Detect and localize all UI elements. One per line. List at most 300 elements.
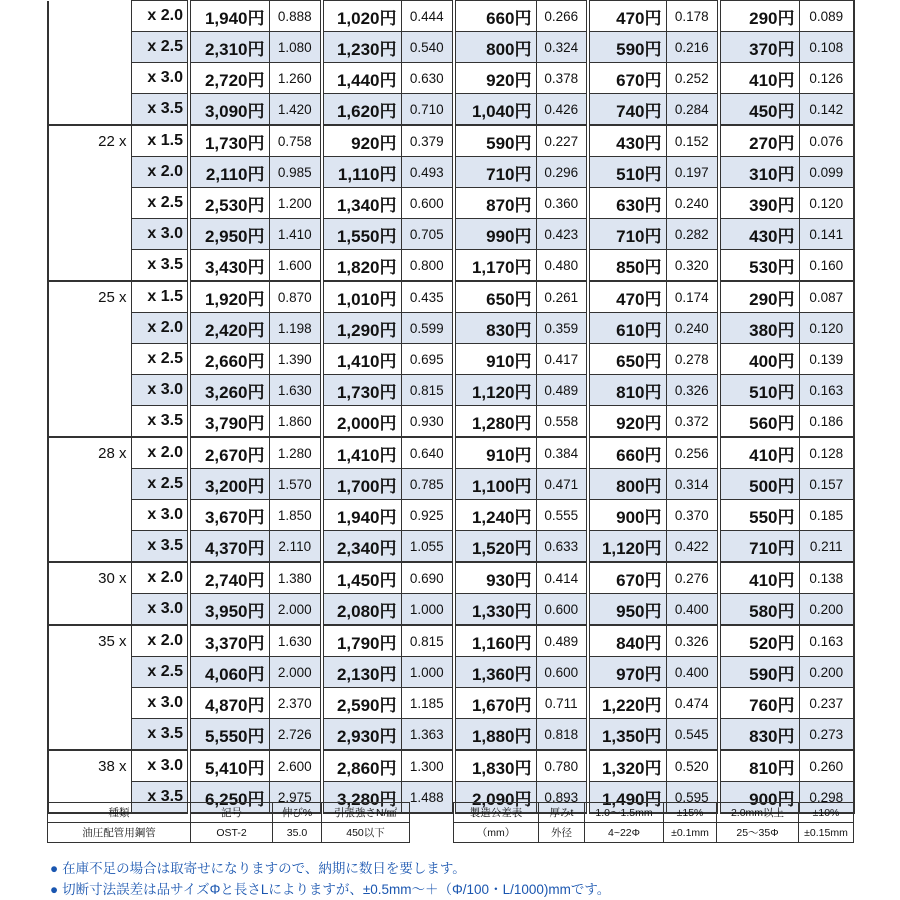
outer-diameter-cell: 38 x [48, 750, 131, 782]
price-row [48, 625, 854, 657]
weight-cell: 2.110 [269, 531, 322, 563]
weight-cell: 1.055 [401, 531, 454, 563]
weight-cell: 0.200 [799, 594, 854, 626]
tolerance-od-label: 外径 [539, 823, 585, 843]
tolerance-od-range-2: 25〜35Φ [717, 823, 799, 843]
weight-cell: 0.273 [799, 719, 854, 751]
price-cell: 290円 [719, 1, 799, 32]
price-cell: 3,260円 [189, 375, 269, 406]
thickness-cell: x 2.5 [131, 188, 189, 219]
price-cell: 470円 [588, 281, 666, 313]
price-row [48, 188, 854, 219]
weight-cell: 1.000 [401, 657, 454, 688]
outer-diameter-cell [48, 63, 131, 94]
outer-diameter-cell [48, 719, 131, 751]
thickness-cell: x 2.5 [131, 344, 189, 375]
weight-cell: 1.850 [269, 500, 322, 531]
weight-cell: 0.211 [799, 531, 854, 563]
weight-cell: 0.099 [799, 157, 854, 188]
price-cell: 500円 [719, 469, 799, 500]
price-cell: 3,430円 [189, 250, 269, 282]
price-row [48, 500, 854, 531]
thickness-cell: x 3.5 [131, 406, 189, 438]
weight-cell: 0.138 [799, 562, 854, 594]
price-cell: 1,940円 [189, 1, 269, 32]
weight-cell: 0.520 [666, 750, 719, 782]
weight-cell: 0.126 [799, 63, 854, 94]
note-item [50, 858, 610, 879]
outer-diameter-cell [48, 657, 131, 688]
weight-cell: 0.785 [401, 469, 454, 500]
weight-cell: 0.314 [666, 469, 719, 500]
weight-cell: 1.198 [269, 313, 322, 344]
weight-cell: 0.600 [401, 188, 454, 219]
price-cell: 1,440円 [322, 63, 401, 94]
weight-cell: 0.595 [666, 782, 719, 814]
weight-cell: 0.120 [799, 313, 854, 344]
price-cell: 370円 [719, 32, 799, 63]
price-cell: 760円 [719, 688, 799, 719]
outer-diameter-cell: 35 x [48, 625, 131, 657]
price-cell: 290円 [719, 281, 799, 313]
price-row [48, 32, 854, 63]
price-cell: 1,520円 [454, 531, 536, 563]
price-cell: 4,060円 [189, 657, 269, 688]
price-cell: 2,670円 [189, 437, 269, 469]
price-cell: 2,530円 [189, 188, 269, 219]
price-row [48, 719, 854, 751]
price-cell: 910円 [454, 437, 536, 469]
price-cell: 2,310円 [189, 32, 269, 63]
price-cell: 1,730円 [189, 125, 269, 157]
price-row [48, 657, 854, 688]
price-cell: 1,220円 [588, 688, 666, 719]
price-cell: 1,230円 [322, 32, 401, 63]
outer-diameter-cell [48, 375, 131, 406]
price-cell: 510円 [719, 375, 799, 406]
price-cell: 270円 [719, 125, 799, 157]
tolerance-thickness-value-2: ±10% [799, 803, 854, 823]
price-cell: 710円 [454, 157, 536, 188]
price-cell: 2,590円 [322, 688, 401, 719]
weight-cell: 1.630 [269, 375, 322, 406]
price-cell: 900円 [719, 782, 799, 814]
price-cell: 1,790円 [322, 625, 401, 657]
price-cell: 1,120円 [454, 375, 536, 406]
weight-cell: 0.489 [536, 625, 588, 657]
weight-cell: 0.142 [799, 94, 854, 126]
price-cell: 920円 [454, 63, 536, 94]
weight-cell: 1.080 [269, 32, 322, 63]
thickness-cell: x 2.0 [131, 562, 189, 594]
price-cell: 3,280円 [322, 782, 401, 814]
weight-cell: 0.815 [401, 375, 454, 406]
weight-cell: 0.540 [401, 32, 454, 63]
price-cell: 920円 [322, 125, 401, 157]
outer-diameter-cell [48, 531, 131, 563]
weight-cell: 0.930 [401, 406, 454, 438]
spec-header-type: 種類 [48, 803, 191, 823]
weight-cell: 0.711 [536, 688, 588, 719]
weight-cell: 0.278 [666, 344, 719, 375]
price-cell: 4,870円 [189, 688, 269, 719]
price-cell: 800円 [588, 469, 666, 500]
thickness-cell: x 3.0 [131, 594, 189, 626]
weight-cell: 1.185 [401, 688, 454, 719]
weight-cell: 0.888 [269, 1, 322, 32]
weight-cell: 0.266 [536, 1, 588, 32]
price-cell: 710円 [719, 531, 799, 563]
weight-cell: 0.185 [799, 500, 854, 531]
weight-cell: 0.480 [536, 250, 588, 282]
weight-cell: 0.108 [799, 32, 854, 63]
price-cell: 850円 [588, 250, 666, 282]
outer-diameter-cell [48, 219, 131, 250]
weight-cell: 0.600 [536, 657, 588, 688]
weight-cell: 1.410 [269, 219, 322, 250]
weight-cell: 0.378 [536, 63, 588, 94]
outer-diameter-cell: 28 x [48, 437, 131, 469]
price-cell: 670円 [588, 562, 666, 594]
price-cell: 2,660円 [189, 344, 269, 375]
price-cell: 2,340円 [322, 531, 401, 563]
price-cell: 660円 [454, 1, 536, 32]
price-cell: 1,730円 [322, 375, 401, 406]
thickness-cell: x 3.5 [131, 94, 189, 126]
weight-cell: 0.252 [666, 63, 719, 94]
price-row [48, 406, 854, 438]
outer-diameter-cell [48, 32, 131, 63]
weight-cell: 0.705 [401, 219, 454, 250]
weight-cell: 0.925 [401, 500, 454, 531]
price-cell: 2,860円 [322, 750, 401, 782]
price-cell: 3,370円 [189, 625, 269, 657]
weight-cell: 0.089 [799, 1, 854, 32]
weight-cell: 0.141 [799, 219, 854, 250]
price-cell: 1,020円 [322, 1, 401, 32]
weight-cell: 0.359 [536, 313, 588, 344]
tolerance-thickness-value-1: ±15% [664, 803, 717, 823]
price-cell: 610円 [588, 313, 666, 344]
price-cell: 520円 [719, 625, 799, 657]
outer-diameter-cell [48, 250, 131, 282]
weight-cell: 0.414 [536, 562, 588, 594]
outer-diameter-cell [48, 688, 131, 719]
price-cell: 390円 [719, 188, 799, 219]
price-row [48, 688, 854, 719]
weight-cell: 0.435 [401, 281, 454, 313]
price-cell: 650円 [454, 281, 536, 313]
weight-cell: 0.139 [799, 344, 854, 375]
tolerance-thickness-range-2: 2.0mm以上 [717, 803, 799, 823]
outer-diameter-cell: 22 x [48, 125, 131, 157]
price-cell: 1,700円 [322, 469, 401, 500]
weight-cell: 0.240 [666, 188, 719, 219]
thickness-cell: x 2.0 [131, 157, 189, 188]
price-cell: 4,370円 [189, 531, 269, 563]
weight-cell: 0.555 [536, 500, 588, 531]
price-cell: 3,090円 [189, 94, 269, 126]
weight-cell: 0.690 [401, 562, 454, 594]
tolerance-od-value-2: ±0.15mm [799, 823, 854, 843]
note-text: 在庫不足の場合は取寄せになりますので、納期に数日を要します。 [62, 861, 466, 876]
price-cell: 650円 [588, 344, 666, 375]
weight-cell: 0.178 [666, 1, 719, 32]
weight-cell: 0.444 [401, 1, 454, 32]
tolerance-table [453, 802, 854, 843]
weight-cell: 0.282 [666, 219, 719, 250]
price-cell: 410円 [719, 63, 799, 94]
price-table [47, 0, 855, 814]
thickness-cell: x 3.0 [131, 750, 189, 782]
price-cell: 1,830円 [454, 750, 536, 782]
price-cell: 1,820円 [322, 250, 401, 282]
price-cell: 5,410円 [189, 750, 269, 782]
tolerance-title: 製造公差表 [454, 803, 539, 823]
thickness-cell: x 2.5 [131, 657, 189, 688]
price-row [48, 437, 854, 469]
price-cell: 5,550円 [189, 719, 269, 751]
price-cell: 2,420円 [189, 313, 269, 344]
price-cell: 1,880円 [454, 719, 536, 751]
weight-cell: 2.000 [269, 657, 322, 688]
price-cell: 1,010円 [322, 281, 401, 313]
weight-cell: 1.420 [269, 94, 322, 126]
price-cell: 670円 [588, 63, 666, 94]
price-cell: 1,550円 [322, 219, 401, 250]
weight-cell: 0.174 [666, 281, 719, 313]
outer-diameter-cell [48, 313, 131, 344]
price-cell: 810円 [719, 750, 799, 782]
price-cell: 1,340円 [322, 188, 401, 219]
thickness-cell: x 3.5 [131, 719, 189, 751]
price-cell: 2,930円 [322, 719, 401, 751]
thickness-cell: x 3.0 [131, 688, 189, 719]
price-cell: 410円 [719, 437, 799, 469]
price-cell: 3,670円 [189, 500, 269, 531]
price-cell: 1,490円 [588, 782, 666, 814]
thickness-cell: x 3.5 [131, 531, 189, 563]
price-row [48, 1, 854, 32]
price-row [48, 281, 854, 313]
price-row [48, 469, 854, 500]
price-cell: 590円 [454, 125, 536, 157]
outer-diameter-cell [48, 188, 131, 219]
weight-cell: 0.326 [666, 375, 719, 406]
weight-cell: 0.474 [666, 688, 719, 719]
price-cell: 1,100円 [454, 469, 536, 500]
weight-cell: 1.600 [269, 250, 322, 282]
weight-cell: 1.200 [269, 188, 322, 219]
price-cell: 560円 [719, 406, 799, 438]
tolerance-unit: （mm） [454, 823, 539, 843]
weight-cell: 0.558 [536, 406, 588, 438]
price-row [48, 94, 854, 126]
price-cell: 630円 [588, 188, 666, 219]
price-cell: 1,410円 [322, 437, 401, 469]
price-cell: 1,670円 [454, 688, 536, 719]
thickness-cell: x 2.0 [131, 313, 189, 344]
thickness-cell: x 1.5 [131, 125, 189, 157]
price-cell: 1,320円 [588, 750, 666, 782]
price-cell: 930円 [454, 562, 536, 594]
price-cell: 900円 [588, 500, 666, 531]
spec-type-value: 油圧配管用鋼管 [48, 823, 191, 843]
weight-cell: 0.370 [666, 500, 719, 531]
price-cell: 2,720円 [189, 63, 269, 94]
weight-cell: 1.390 [269, 344, 322, 375]
weight-cell: 1.860 [269, 406, 322, 438]
weight-cell: 1.000 [401, 594, 454, 626]
weight-cell: 0.695 [401, 344, 454, 375]
weight-cell: 1.280 [269, 437, 322, 469]
price-row [48, 375, 854, 406]
spec-header-symbol: 記号 [191, 803, 273, 823]
weight-cell: 0.400 [666, 657, 719, 688]
bullet-icon: ● [50, 861, 59, 876]
weight-cell: 0.422 [666, 531, 719, 563]
weight-cell: 0.471 [536, 469, 588, 500]
weight-cell: 0.163 [799, 625, 854, 657]
price-cell: 470円 [588, 1, 666, 32]
weight-cell: 0.870 [269, 281, 322, 313]
price-cell: 710円 [588, 219, 666, 250]
weight-cell: 0.489 [536, 375, 588, 406]
weight-cell: 0.160 [799, 250, 854, 282]
weight-cell: 0.815 [401, 625, 454, 657]
price-row [48, 531, 854, 563]
price-row [48, 344, 854, 375]
price-cell: 1,330円 [454, 594, 536, 626]
weight-cell: 0.372 [666, 406, 719, 438]
weight-cell: 0.284 [666, 94, 719, 126]
weight-cell: 1.630 [269, 625, 322, 657]
price-row [48, 562, 854, 594]
weight-cell: 2.975 [269, 782, 322, 814]
price-cell: 870円 [454, 188, 536, 219]
price-row [48, 157, 854, 188]
weight-cell: 2.726 [269, 719, 322, 751]
price-cell: 1,170円 [454, 250, 536, 282]
price-row [48, 313, 854, 344]
weight-cell: 0.818 [536, 719, 588, 751]
weight-cell: 0.640 [401, 437, 454, 469]
weight-cell: 0.630 [401, 63, 454, 94]
note-item [50, 879, 610, 900]
weight-cell: 0.186 [799, 406, 854, 438]
tolerance-od-range-1: 4~22Φ [585, 823, 664, 843]
price-cell: 6,250円 [189, 782, 269, 814]
price-cell: 310円 [719, 157, 799, 188]
thickness-cell: x 2.0 [131, 1, 189, 32]
outer-diameter-cell [48, 94, 131, 126]
price-cell: 1,450円 [322, 562, 401, 594]
price-cell: 2,110円 [189, 157, 269, 188]
outer-diameter-cell [48, 594, 131, 626]
outer-diameter-cell [48, 406, 131, 438]
weight-cell: 0.237 [799, 688, 854, 719]
price-cell: 430円 [588, 125, 666, 157]
price-cell: 800円 [454, 32, 536, 63]
price-cell: 910円 [454, 344, 536, 375]
weight-cell: 1.570 [269, 469, 322, 500]
price-cell: 410円 [719, 562, 799, 594]
price-cell: 1,120円 [588, 531, 666, 563]
weight-cell: 0.076 [799, 125, 854, 157]
weight-cell: 0.163 [799, 375, 854, 406]
spec-header-elongation: 伸び% [273, 803, 322, 823]
outer-diameter-cell: 30 x [48, 562, 131, 594]
price-cell: 1,940円 [322, 500, 401, 531]
outer-diameter-cell [48, 500, 131, 531]
weight-cell: 0.296 [536, 157, 588, 188]
note-text: 切断寸法誤差は品サイズΦと長さLによりますが、±0.5mm〜＋（Φ/100・L/1000)mmです。 [62, 882, 611, 897]
weight-cell: 0.256 [666, 437, 719, 469]
weight-cell: 0.200 [799, 657, 854, 688]
weight-cell: 1.260 [269, 63, 322, 94]
notes [50, 858, 610, 900]
price-cell: 1,160円 [454, 625, 536, 657]
price-cell: 2,740円 [189, 562, 269, 594]
weight-cell: 0.120 [799, 188, 854, 219]
thickness-cell: x 3.0 [131, 375, 189, 406]
price-row [48, 219, 854, 250]
price-cell: 530円 [719, 250, 799, 282]
price-cell: 1,280円 [454, 406, 536, 438]
price-cell: 400円 [719, 344, 799, 375]
price-cell: 2,130円 [322, 657, 401, 688]
material-spec-table [47, 802, 410, 843]
price-row [48, 63, 854, 94]
spec-elongation-value: 35.0 [273, 823, 322, 843]
price-row [48, 594, 854, 626]
weight-cell: 1.300 [401, 750, 454, 782]
weight-cell: 0.276 [666, 562, 719, 594]
weight-cell: 0.800 [401, 250, 454, 282]
thickness-cell: x 3.0 [131, 219, 189, 250]
price-cell: 3,200円 [189, 469, 269, 500]
price-cell: 2,000円 [322, 406, 401, 438]
spec-tensile-value: 450以下 [322, 823, 410, 843]
price-cell: 580円 [719, 594, 799, 626]
outer-diameter-cell [48, 1, 131, 32]
price-cell: 380円 [719, 313, 799, 344]
weight-cell: 0.545 [666, 719, 719, 751]
weight-cell: 0.710 [401, 94, 454, 126]
price-cell: 1,040円 [454, 94, 536, 126]
weight-cell: 0.087 [799, 281, 854, 313]
weight-cell: 0.600 [536, 594, 588, 626]
weight-cell: 0.633 [536, 531, 588, 563]
weight-cell: 0.216 [666, 32, 719, 63]
weight-cell: 1.363 [401, 719, 454, 751]
weight-cell: 1.380 [269, 562, 322, 594]
thickness-cell: x 2.5 [131, 32, 189, 63]
weight-cell: 0.599 [401, 313, 454, 344]
price-cell: 810円 [588, 375, 666, 406]
spec-symbol-value: OST-2 [191, 823, 273, 843]
price-cell: 2,090円 [454, 782, 536, 814]
price-cell: 430円 [719, 219, 799, 250]
spec-header-tensile: 引張強さN/㎟ [322, 803, 410, 823]
thickness-cell: x 3.0 [131, 500, 189, 531]
price-cell: 1,110円 [322, 157, 401, 188]
price-cell: 590円 [588, 32, 666, 63]
price-cell: 840円 [588, 625, 666, 657]
price-cell: 550円 [719, 500, 799, 531]
tolerance-od-value-1: ±0.1mm [664, 823, 717, 843]
thickness-cell: x 3.5 [131, 250, 189, 282]
